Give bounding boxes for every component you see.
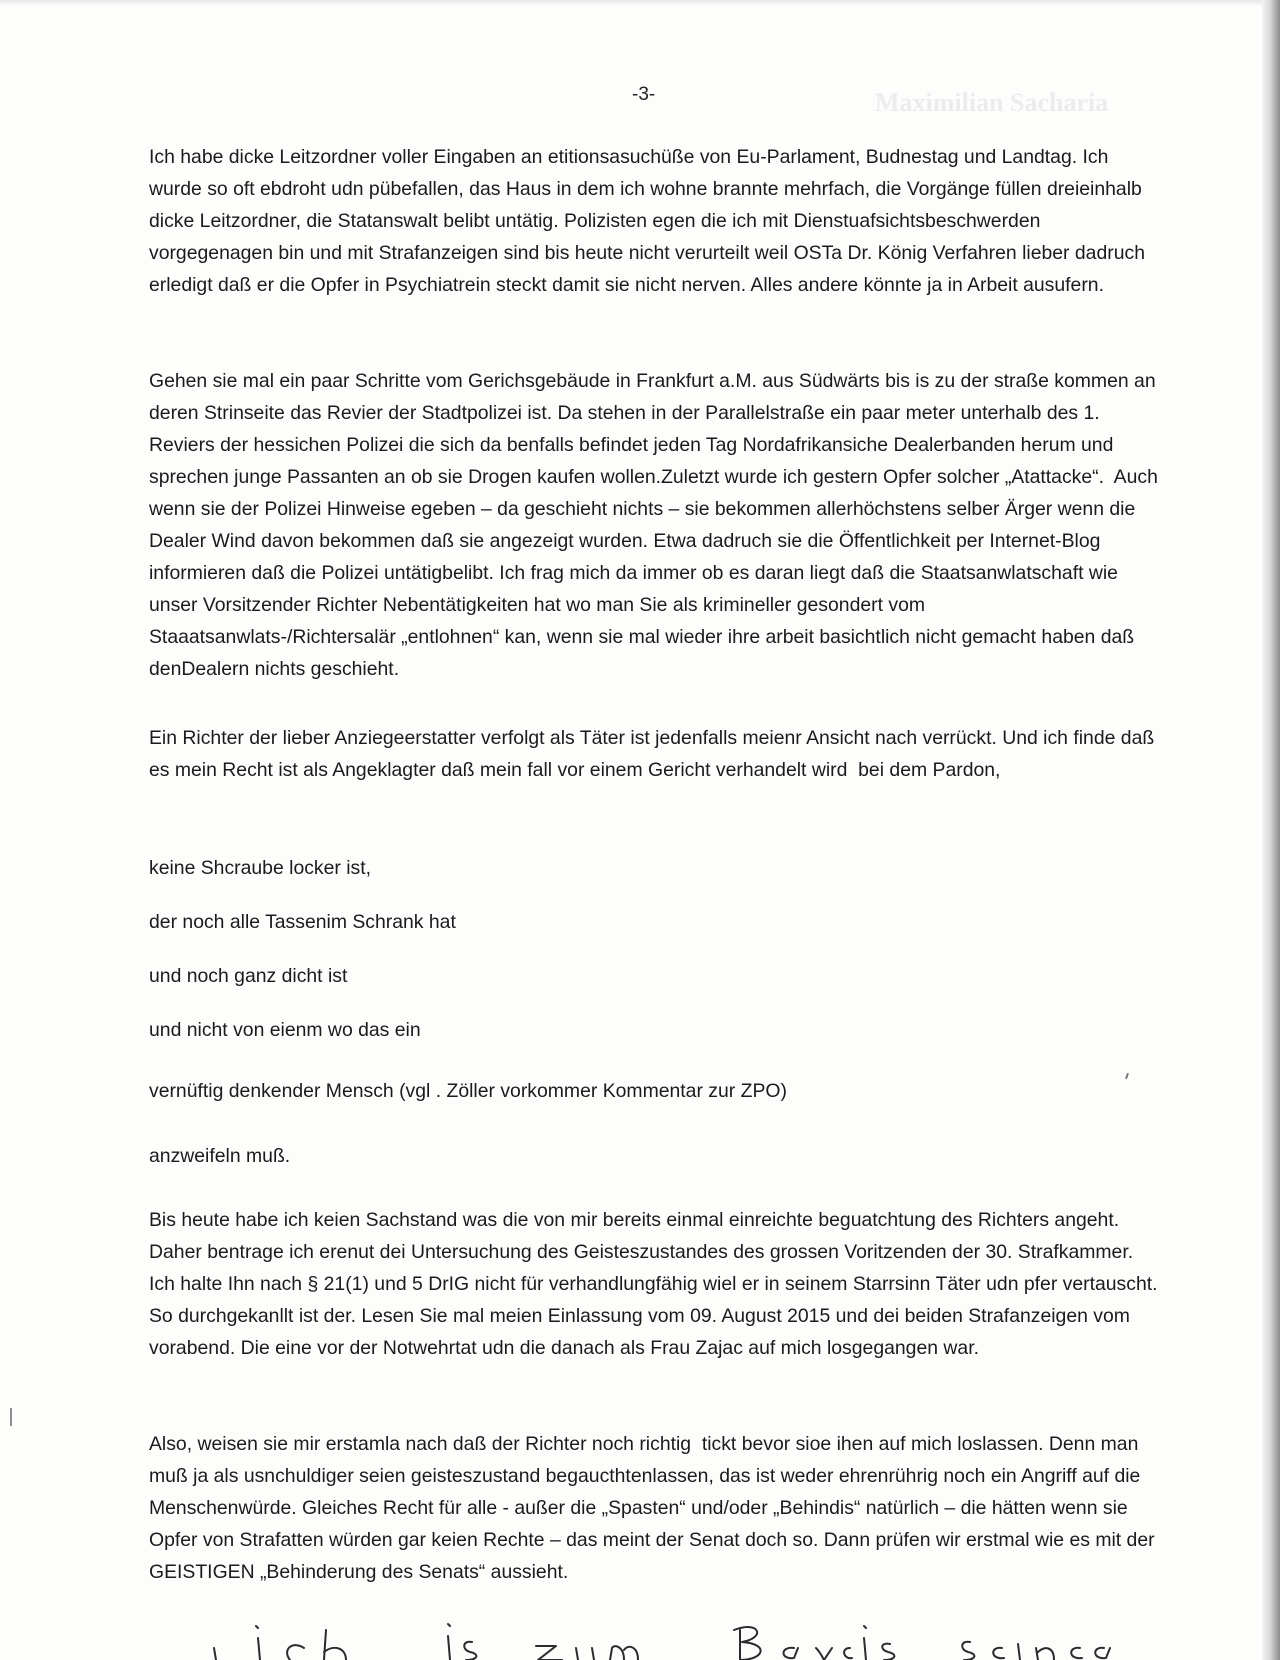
- list-line-screw: keine Shcraube locker ist,: [149, 857, 372, 879]
- handwritten-note-strokes: [200, 1618, 1160, 1660]
- paragraph-examination: Also, weisen sie mir erstamla nach daß der Richter noch richtig tickt bevor sioe ihen auf mich loslassen. Denn man muß ja als usnchuldiger seien geisteszustand begaucthtenlassen, das ist weder ehrenrührig noch ein Angriff auf die Menschenwürde. Gleiches Recht für alle - außer die „Spasten“ und/oder „Behindis“ natürlich – die hätten wenn sie Opfer von Strafatten würden gar keien Rechte – das meint der Senat doch so. Dann prüfen wir erstmal wie es mit der GEISTIGEN „Behinderung des Senats“ aussieht.: [149, 1433, 1160, 1583]
- list-line-cups: der noch alle Tassenim Schrank hat: [149, 911, 456, 933]
- handwritten-note: [200, 1618, 1160, 1660]
- scan-top-shadow: [0, 0, 1280, 6]
- scan-speck: [1125, 1073, 1129, 1079]
- paragraph-judge: Ein Richter der lieber Anziegeerstatter verfolgt als Täter ist jedenfalls meienr Ansicht nach verrückt. Und ich finde daß es mein Recht ist als Angeklagter daß mein fall vor einem Gericht verhandelt wird bei dem Pardon,: [149, 727, 1160, 781]
- scan-margin-mark: [10, 1408, 12, 1426]
- paragraph-status: Bis heute habe ich keien Sachstand was die von mir bereits einmal einreichte beguatchtung des Richters angeht. Daher bentrage ich erenut dei Untersuchung des Geisteszustandes des grossen Voritzenden der 30. Strafkammer. Ich halte Ihn nach § 21(1) und 5 DrIG nicht für verhandlungfähig wiel er in seinem Starrsinn Täter udn pfer vertauscht. So durchgekanllt ist der. Lesen Sie mal meien Einlassung vom 09. August 2015 und dei beiden Strafanzeigen vom vorabend. Die eine vor der Notwehrtat udn die danach als Frau Zajac auf mich losgegangen war.: [149, 1209, 1163, 1359]
- scan-right-edge: [1262, 0, 1280, 1660]
- show-through-letterhead: Maximilian Sacharia: [875, 88, 1109, 117]
- list-line-not-from: und nicht von eienm wo das ein: [149, 1019, 421, 1041]
- list-line-tight: und noch ganz dicht ist: [149, 965, 348, 987]
- paragraph-petitions: Ich habe dicke Leitzordner voller Eingaben an etitionsasuchüße von Eu-Parlament, Budnestag und Landtag. Ich wurde so oft ebdroht udn pübefallen, das Haus in dem ich wohne brannte mehrfach, die Vorgänge füllen dreieinhalb dicke Leitzordner, die Statanswalt belibt untätig. Polizisten egen die ich mit Dienstuafsichtsbeschwerden vorgegenagen bin und mit Strafanzeigen sind bis heute nicht verurteilt weil OSTa Dr. König Verfahren lieber dadruch erledigt daß er die Opfer in Psychiatrein steckt damit sie nicht nerven. Alles andere könnte ja in Arbeit ausufern.: [149, 146, 1151, 296]
- page-number: -3-: [632, 84, 656, 105]
- list-line-reasonable: vernüftig denkender Mensch (vgl . Zöller vorkommer Kommentar zur ZPO): [149, 1080, 787, 1102]
- list-line-doubt: anzweifeln muß.: [149, 1145, 291, 1167]
- paragraph-dealers: Gehen sie mal ein paar Schritte vom Gerichsgebäude in Frankfurt a.M. aus Südwärts bis is zu der straße kommen an deren Strinseite das Revier der Stadtpolizei ist. Da stehen in der Parallelstraße ein paar meter unterhalb des 1. Reviers der hessichen Polizei die sich da benfalls befindet jeden Tag Nordafrikansiche Dealerbanden herum und sprechen junge Passanten an ob sie Drogen kaufen wollen.Zuletzt wurde ich gestern Opfer solcher „Atattacke“. Auch wenn sie der Polizei Hinweise egeben – da geschieht nichts – sie bekommen allerhöchstens selber Ärger wenn die Dealer Wind davon bekommen daß sie angezeigt wurden. Etwa dadruch sie die Öffentlichkeit per Internet-Blog informieren daß die Polizei untätigbelibt. Ich frag mich da immer ob es daran liegt daß die Staatsanwlatschaft wie unser Vorsitzender Richter Nebentätigkeiten hat wo man Sie als krimineller gesondert vom Staaatsanwlats-/Richtersalär „entlohnen“ kan, wenn sie mal wieder ihre arbeit basichtlich nicht gemacht haben daß denDealern nichts geschieht.: [149, 370, 1164, 680]
